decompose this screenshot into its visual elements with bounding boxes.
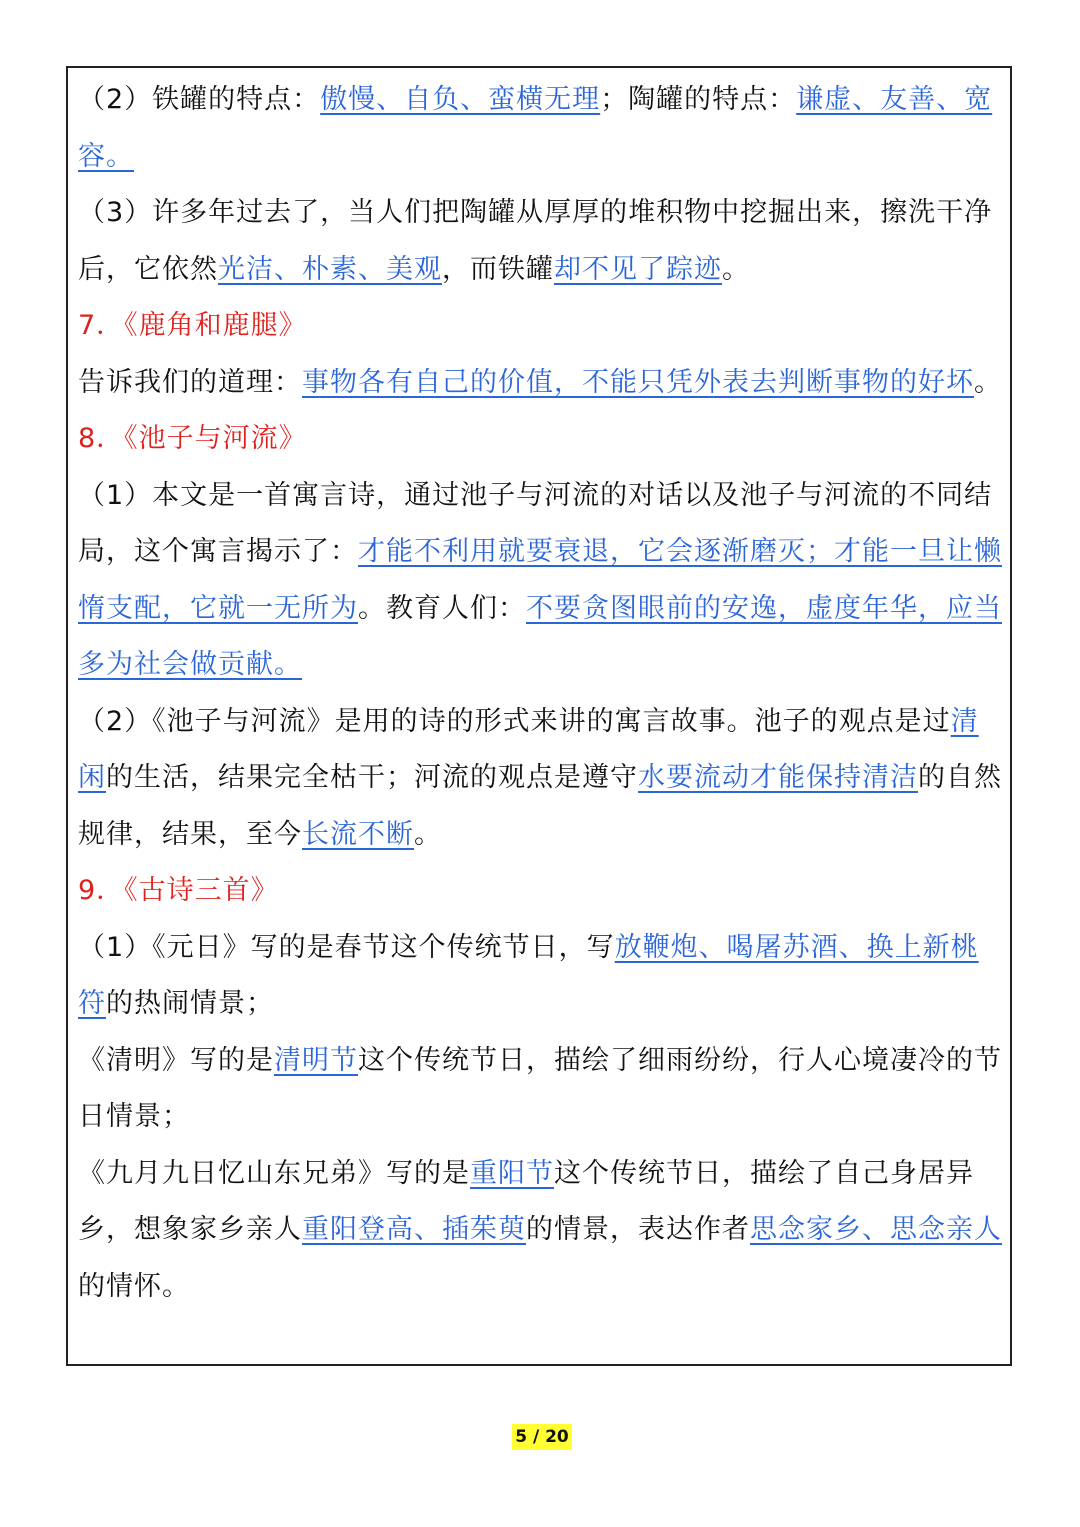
text: （2）《池子与河流》是用的诗的形式来讲的寓言故事。池子的观点是过: [78, 705, 951, 737]
answer: 不要贪图眼前的安逸，虚度年华，应当多为社会做贡献。: [78, 592, 1002, 680]
text: 的自然规律，结果，至今: [78, 762, 1002, 850]
item9-point3: [78, 1146, 1002, 1316]
answer: 清明节: [274, 1044, 358, 1076]
item7-title: 7．《鹿角和鹿腿》: [78, 310, 307, 341]
text: 《九月九日忆山东兄弟》写的是: [78, 1157, 470, 1189]
item8-title: 8．《池子与河流》: [78, 423, 307, 454]
text: 。教育人们：: [358, 592, 526, 624]
text: 的情景，表达作者: [526, 1214, 750, 1245]
item9-title: 9．《古诗三首》: [78, 875, 279, 906]
text: 告诉我们的道理：: [78, 366, 302, 398]
answer: 思念家乡、思念亲人: [750, 1214, 1002, 1245]
page-number: 5 / 20: [512, 1424, 572, 1450]
text: 《清明》写的是: [78, 1044, 274, 1076]
text: （1）《元日》写的是春节这个传统节日，写: [78, 931, 615, 963]
text: （1）本文是一首寓言诗，通过池子与河流的对话以及池子与河流的不同结局，这个寓言揭示了：: [78, 479, 993, 567]
text: 这个传统节日，描绘了自己身居异乡，想象家乡亲人: [78, 1157, 974, 1245]
text: 。: [974, 366, 1002, 398]
text: （3）许多年过去了，当人们把陶罐从厚厚的堆积物中挖掘出来，擦洗干净后，它依然: [78, 197, 993, 285]
item7-point1: [78, 355, 1002, 412]
item6-point2: [78, 72, 1002, 185]
answer: 放鞭炮、喝屠苏酒、换上新桃符: [78, 931, 979, 1019]
item8-point2: [78, 694, 1002, 864]
text: ，而铁罐: [442, 253, 554, 285]
item6-point3: [78, 185, 1002, 298]
answer: 重阳节: [470, 1157, 554, 1189]
item8-point1: [78, 468, 1002, 694]
answer: 事物各有自己的价值，不能只凭外表去判断事物的好坏: [302, 366, 974, 398]
answer: 光洁、朴素、美观: [218, 253, 442, 285]
answer: 才能不利用就要衰退，它会逐渐磨灭；才能一旦让懒惰支配，它就一无所为: [78, 536, 1002, 624]
answer: 却不见了踪迹: [554, 253, 722, 285]
document-body: [78, 72, 1002, 1315]
answer: 水要流动才能保持清洁: [638, 762, 918, 793]
item9-point1: [78, 920, 1002, 1033]
text: ；陶罐的特点：: [600, 84, 797, 115]
answer: 长流不断: [302, 818, 414, 850]
text: 的热闹情景；: [106, 988, 274, 1019]
text: 的情怀。: [78, 1270, 190, 1302]
text: 这个传统节日，描绘了细雨纷纷，行人心境凄冷的节日情景；: [78, 1044, 1002, 1132]
text: 的生活，结果完全枯干；河流的观点是遵守: [106, 762, 638, 793]
answer: 谦虚、友善、宽容。: [78, 84, 993, 172]
text: 。: [414, 818, 442, 850]
answer: 重阳登高、插茱萸: [302, 1214, 526, 1245]
item9-point2: [78, 1033, 1002, 1146]
answer: 清闲: [78, 705, 979, 793]
content-frame: [66, 66, 1012, 1366]
text: （2）铁罐的特点：: [78, 84, 321, 115]
text: 。: [722, 253, 750, 285]
answer: 傲慢、自负、蛮横无理: [320, 84, 601, 115]
